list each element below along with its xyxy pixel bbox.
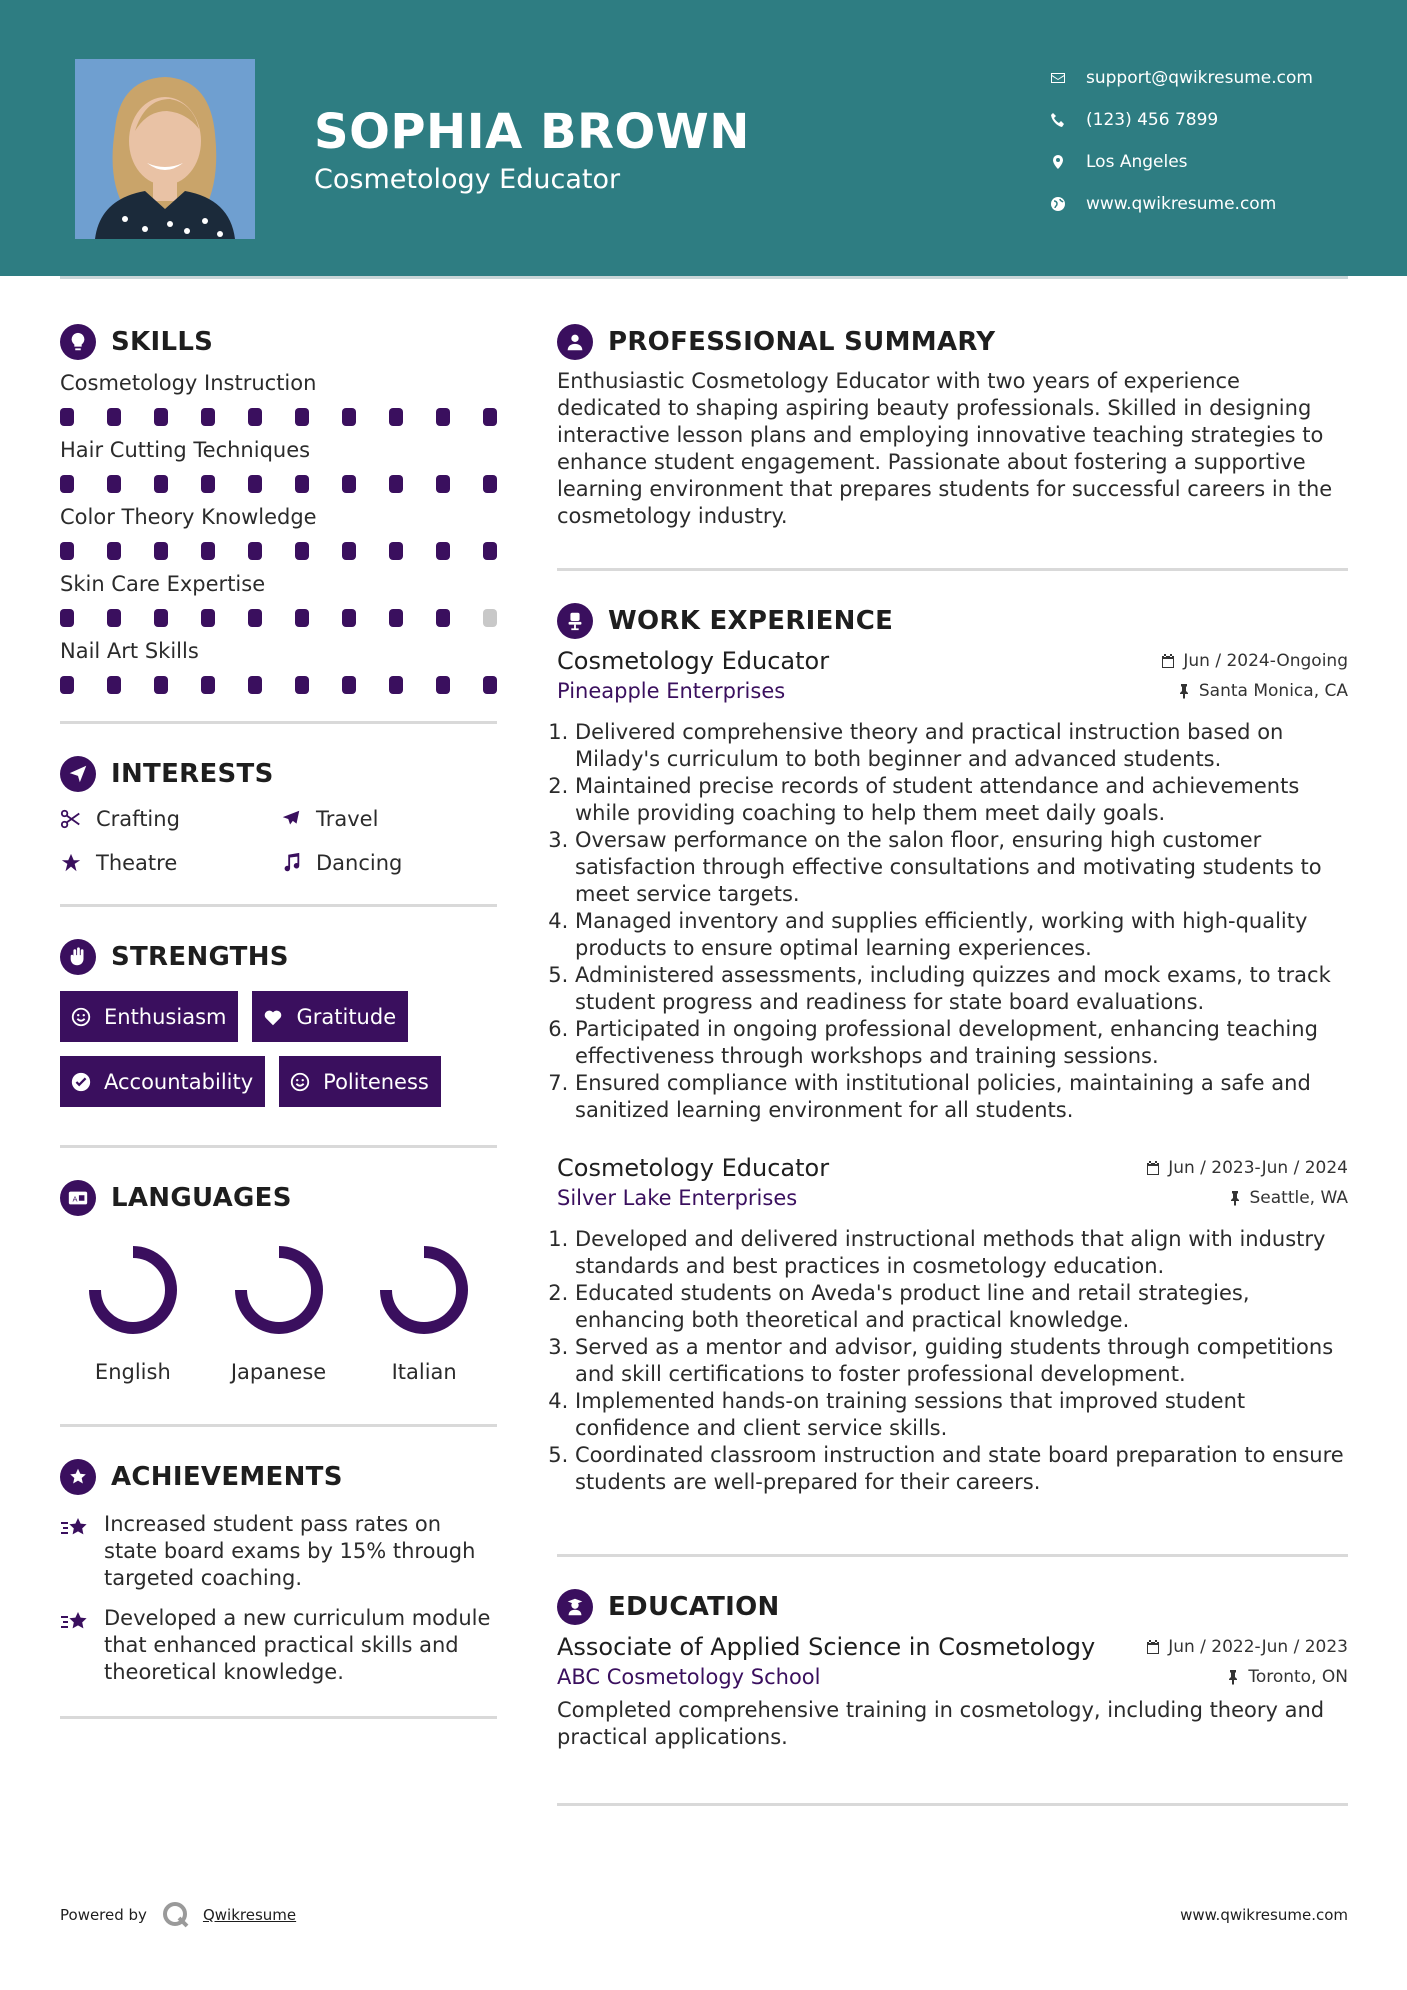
job-location-text: Seattle, WA xyxy=(1249,1188,1348,1208)
interests-header xyxy=(60,752,497,796)
job-company-row xyxy=(557,679,1348,703)
skill-dot xyxy=(389,408,403,426)
skill-rating xyxy=(60,609,497,627)
pushpin-icon xyxy=(1176,683,1192,699)
summary-title: PROFESSIONAL SUMMARY xyxy=(608,327,996,357)
job-bullet: 3. Served as a mentor and advisor, guiding students through competitions and skill certifications to foster professional development. xyxy=(575,1334,1348,1388)
job-bullet: 1. Developed and delivered instructional methods that align with industry standards and best practices in cosmetology education. xyxy=(575,1226,1348,1280)
language-progress-ring xyxy=(85,1242,181,1338)
star-icon xyxy=(60,852,82,874)
strength-label: Gratitude xyxy=(296,1004,397,1029)
language-item xyxy=(351,1242,497,1384)
job-bullet: 2. Educated students on Aveda's product line and retail strategies, enhancing both theoretical and practical knowledge. xyxy=(575,1280,1348,1334)
scissors-icon xyxy=(60,808,82,830)
skill-dot xyxy=(436,408,450,426)
strength-tag xyxy=(252,991,408,1042)
skill-name: Color Theory Knowledge xyxy=(60,505,317,529)
job-location-text: Santa Monica, CA xyxy=(1198,681,1348,701)
strength-label: Enthusiasm xyxy=(104,1004,227,1029)
job-title-row xyxy=(557,1154,1348,1182)
section-divider xyxy=(60,721,497,724)
job-location xyxy=(1176,681,1348,701)
smile-icon xyxy=(289,1071,311,1093)
interest-label: Travel xyxy=(316,807,379,831)
skill-dot xyxy=(248,676,262,694)
education-location-text: Toronto, ON xyxy=(1248,1667,1348,1687)
footer xyxy=(60,1900,1348,1930)
education-degree-row xyxy=(557,1633,1348,1661)
skill-dot xyxy=(483,676,497,694)
skill-dot xyxy=(60,475,74,493)
music-icon xyxy=(280,852,302,874)
skill-dot xyxy=(436,475,450,493)
job-entry xyxy=(557,1154,1348,1496)
skill-dot xyxy=(154,475,168,493)
contact-website-text: www.qwikresume.com xyxy=(1086,194,1277,214)
achievements-header xyxy=(60,1455,497,1499)
job-bullet: 4. Implemented hands-on training sessions that improved student confidence and client service skills. xyxy=(575,1388,1348,1442)
strengths-title: STRENGTHS xyxy=(111,942,289,972)
job-bullet: 4. Managed inventory and supplies efficiently, working with high-quality products to ensure optimal learning experiences. xyxy=(575,908,1348,962)
qwikresume-link[interactable]: Qwikresume xyxy=(202,1906,297,1924)
interests-list xyxy=(60,804,497,878)
achievement-item xyxy=(60,1511,497,1592)
language-icon xyxy=(60,1180,96,1216)
job-company: Silver Lake Enterprises xyxy=(557,1186,798,1210)
skill-dot xyxy=(107,408,121,426)
strength-label: Politeness xyxy=(323,1069,429,1094)
svg-text:A: A xyxy=(72,1194,78,1204)
education-school-row xyxy=(557,1665,1348,1689)
profile-photo-image xyxy=(75,59,255,239)
skill-dot xyxy=(342,676,356,694)
education-school: ABC Cosmetology School xyxy=(557,1665,821,1689)
check-circle-icon xyxy=(70,1071,92,1093)
languages-title: LANGUAGES xyxy=(111,1183,292,1213)
pushpin-icon xyxy=(1225,1669,1241,1685)
skill-rating xyxy=(60,676,497,694)
phone-icon xyxy=(1050,110,1086,130)
achievement-text: Increased student pass rates on state board exams by 15% through targeted coaching. xyxy=(104,1512,476,1590)
skill-dot xyxy=(248,408,262,426)
job-bullets xyxy=(557,719,1348,1124)
skills-list xyxy=(60,368,497,694)
section-divider xyxy=(60,1424,497,1427)
skill-dot xyxy=(201,408,215,426)
job-bullet: 2. Maintained precise records of student attendance and achievements while providing coaching to help them meet daily goals. xyxy=(575,773,1348,827)
candidate-title: Cosmetology Educator xyxy=(314,164,621,195)
globe-icon xyxy=(1050,194,1086,214)
skill-dot xyxy=(436,676,450,694)
contact-list xyxy=(1050,57,1370,225)
job-dates xyxy=(1160,651,1348,671)
office-chair-icon xyxy=(557,603,593,639)
skill-item xyxy=(60,435,497,493)
user-icon xyxy=(557,324,593,360)
job-bullet: 5. Administered assessments, including quizzes and mock exams, to track student progress and readiness for state board evaluations. xyxy=(575,962,1348,1016)
skill-item xyxy=(60,368,497,426)
language-progress-arc xyxy=(241,1252,317,1328)
section-divider xyxy=(557,1803,1348,1806)
strength-label: Accountability xyxy=(104,1069,254,1094)
experience-header xyxy=(557,599,1348,643)
powered-by xyxy=(60,1900,296,1930)
strengths-header xyxy=(60,935,497,979)
contact-phone[interactable] xyxy=(1050,99,1370,141)
language-name: Italian xyxy=(391,1360,457,1384)
skill-dot xyxy=(483,542,497,560)
contact-email[interactable] xyxy=(1050,57,1370,99)
skill-dot xyxy=(201,475,215,493)
summary-header xyxy=(557,320,1348,364)
skill-dot xyxy=(60,408,74,426)
language-item xyxy=(60,1242,206,1384)
skill-dot xyxy=(154,542,168,560)
skill-dot xyxy=(342,408,356,426)
interest-item xyxy=(60,804,280,834)
skill-dot xyxy=(107,609,121,627)
resume-header xyxy=(0,0,1407,276)
languages-list xyxy=(60,1242,497,1384)
strength-tag xyxy=(60,1056,265,1107)
skill-item xyxy=(60,502,497,560)
job-dates xyxy=(1145,1158,1348,1178)
education-description: Completed comprehensive training in cosmetology, including theory and practical applications. xyxy=(557,1698,1325,1749)
skills-header xyxy=(60,320,497,364)
calendar-icon xyxy=(1145,1639,1161,1655)
skill-dot xyxy=(342,542,356,560)
skill-rating xyxy=(60,408,497,426)
job-bullet: 5. Coordinated classroom instruction and state board preparation to ensure students are well-prepared for their careers. xyxy=(575,1442,1348,1496)
language-progress-arc xyxy=(386,1252,462,1328)
section-divider xyxy=(557,1554,1348,1557)
skill-dot xyxy=(154,408,168,426)
skill-dot xyxy=(201,609,215,627)
contact-location-text: Los Angeles xyxy=(1086,152,1188,172)
language-progress-ring xyxy=(376,1242,472,1338)
profile-photo xyxy=(75,59,255,239)
skill-dot xyxy=(342,609,356,627)
paper-plane-icon xyxy=(60,756,96,792)
strengths-list xyxy=(60,991,497,1107)
job-company: Pineapple Enterprises xyxy=(557,679,786,703)
education-header xyxy=(557,1585,1348,1629)
achievements-title: ACHIEVEMENTS xyxy=(111,1462,343,1492)
star-badge-icon xyxy=(60,1459,96,1495)
skill-dot xyxy=(248,542,262,560)
skill-dot xyxy=(389,475,403,493)
skill-dot xyxy=(389,542,403,560)
footer-website[interactable]: www.qwikresume.com xyxy=(1180,1906,1348,1924)
skill-dot xyxy=(60,676,74,694)
job-dates-text: Jun / 2024-Ongoing xyxy=(1183,651,1348,671)
section-divider xyxy=(60,1716,497,1719)
education-degree: Associate of Applied Science in Cosmetology xyxy=(557,1633,1096,1661)
skill-dot xyxy=(154,609,168,627)
summary-text: Enthusiastic Cosmetology Educator with two years of experience dedicated to shaping aspiring beauty professionals. Skilled in designing interactive lesson plans and employing innovative teaching strategies to enhance student engagement. Passionate about fostering a supportive learning environment that prepares students for successful careers in the cosmetology industry. xyxy=(557,369,1333,528)
skill-dot xyxy=(436,542,450,560)
header-divider xyxy=(60,276,1348,279)
skill-item xyxy=(60,636,497,694)
contact-location xyxy=(1050,141,1370,183)
achievements-list xyxy=(60,1511,497,1686)
job-bullet: 1. Delivered comprehensive theory and practical instruction based on Milady's curriculum to both beginner and advanced students. xyxy=(575,719,1348,773)
skill-dot xyxy=(154,676,168,694)
skill-name: Cosmetology Instruction xyxy=(60,371,317,395)
interest-label: Crafting xyxy=(96,807,180,831)
skill-name: Hair Cutting Techniques xyxy=(60,438,311,462)
plane-icon xyxy=(280,808,302,830)
strength-tag xyxy=(60,991,238,1042)
language-name: Japanese xyxy=(230,1360,327,1384)
calendar-icon xyxy=(1145,1160,1161,1176)
language-item xyxy=(206,1242,352,1384)
skill-dot xyxy=(483,408,497,426)
job-bullet: 6. Participated in ongoing professional development, enhancing teaching effectiveness through workshops and training sessions. xyxy=(575,1016,1348,1070)
skill-dot xyxy=(389,609,403,627)
skill-rating xyxy=(60,542,497,560)
powered-by-text: Powered by xyxy=(60,1906,147,1924)
skill-dot xyxy=(295,408,309,426)
left-column xyxy=(60,320,497,1719)
skill-rating xyxy=(60,475,497,493)
job-location xyxy=(1227,1188,1349,1208)
job-bullets xyxy=(557,1226,1348,1496)
job-bullet: 7. Ensured compliance with institutional policies, maintaining a safe and sanitized learning environment for all students. xyxy=(575,1070,1348,1124)
skill-dot xyxy=(389,676,403,694)
job-entry xyxy=(557,647,1348,1124)
skill-dot xyxy=(248,475,262,493)
skill-dot xyxy=(60,609,74,627)
skill-dot xyxy=(60,542,74,560)
skill-dot xyxy=(295,542,309,560)
job-title: Cosmetology Educator xyxy=(557,647,830,675)
envelope-icon xyxy=(1050,68,1086,88)
language-progress-arc xyxy=(95,1252,171,1328)
interests-title: INTERESTS xyxy=(111,759,274,789)
hand-icon xyxy=(60,939,96,975)
skill-dot xyxy=(201,676,215,694)
languages-header xyxy=(60,1176,497,1220)
section-divider xyxy=(60,904,497,907)
interest-item xyxy=(280,848,497,878)
right-column xyxy=(557,320,1348,1806)
job-title-row xyxy=(557,647,1348,675)
education-entry xyxy=(557,1633,1348,1751)
skill-dot xyxy=(107,676,121,694)
interest-label: Dancing xyxy=(316,851,403,875)
smile-icon xyxy=(70,1006,92,1028)
star-burst-icon xyxy=(60,1607,90,1637)
skill-dot xyxy=(436,609,450,627)
map-pin-icon xyxy=(1050,152,1086,172)
education-dates-text: Jun / 2022-Jun / 2023 xyxy=(1168,1637,1348,1657)
education-title: EDUCATION xyxy=(608,1592,780,1622)
experience-title: WORK EXPERIENCE xyxy=(608,606,894,636)
calendar-icon xyxy=(1160,653,1176,669)
skills-title: SKILLS xyxy=(111,327,214,357)
skill-dot xyxy=(201,542,215,560)
contact-phone-text: (123) 456 7899 xyxy=(1086,110,1219,130)
skill-dot xyxy=(107,542,121,560)
skill-dot xyxy=(342,475,356,493)
job-title: Cosmetology Educator xyxy=(557,1154,830,1182)
education-dates xyxy=(1145,1637,1348,1657)
contact-website[interactable] xyxy=(1050,183,1370,225)
job-company-row xyxy=(557,1186,1348,1210)
skill-name: Skin Care Expertise xyxy=(60,572,266,596)
interest-item xyxy=(280,804,497,834)
star-burst-icon xyxy=(60,1513,90,1543)
achievement-item xyxy=(60,1605,497,1686)
language-name: English xyxy=(94,1360,171,1384)
skill-name: Nail Art Skills xyxy=(60,639,199,663)
language-progress-ring xyxy=(231,1242,327,1338)
interest-item xyxy=(60,848,280,878)
section-divider xyxy=(60,1145,497,1148)
skill-dot xyxy=(295,609,309,627)
job-dates-text: Jun / 2023-Jun / 2024 xyxy=(1168,1158,1348,1178)
job-bullet: 3. Oversaw performance on the salon floor, ensuring high customer satisfaction through effective consultations and motivating students to meet service targets. xyxy=(575,827,1348,908)
section-divider xyxy=(557,568,1348,571)
interest-label: Theatre xyxy=(96,851,178,875)
heart-icon xyxy=(262,1006,284,1028)
skill-dot xyxy=(483,609,497,627)
skill-dot xyxy=(295,475,309,493)
skill-dot xyxy=(107,475,121,493)
education-location xyxy=(1225,1667,1348,1687)
candidate-name: SOPHIA BROWN xyxy=(314,104,750,160)
lightbulb-icon xyxy=(60,324,96,360)
graduate-icon xyxy=(557,1589,593,1625)
qwikresume-logo-icon xyxy=(161,1900,191,1930)
strength-tag xyxy=(279,1056,441,1107)
skill-dot xyxy=(248,609,262,627)
achievement-text: Developed a new curriculum module that enhanced practical skills and theoretical knowledge. xyxy=(104,1606,491,1684)
contact-email-text: support@qwikresume.com xyxy=(1086,68,1313,88)
skill-item xyxy=(60,569,497,627)
skill-dot xyxy=(295,676,309,694)
pushpin-icon xyxy=(1227,1190,1243,1206)
skill-dot xyxy=(483,475,497,493)
